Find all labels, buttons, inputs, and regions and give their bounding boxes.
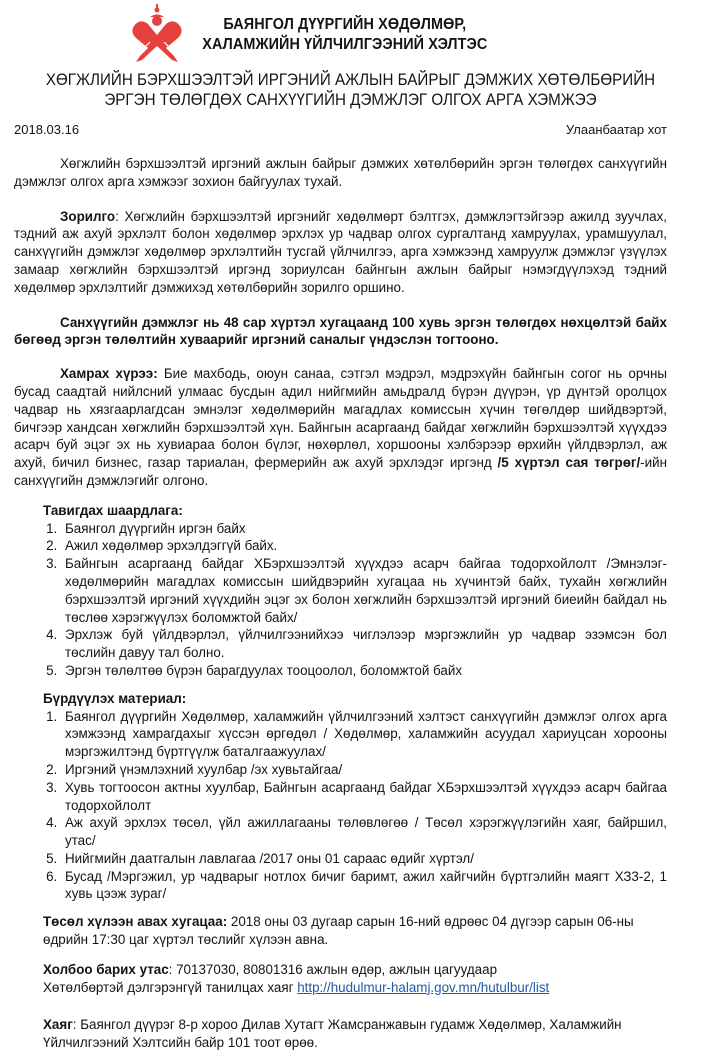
organization-name-line1: БАЯНГОЛ ДҮҮРГИЙН ХӨДӨЛМӨР, — [223, 16, 467, 33]
funding-statement: Санхүүгийн дэмжлэг нь 48 сар хүртэл хугацаанд 100 хувь эргэн төлөгдөх нөхцөлтэй байх бөгөөд эргэн төлөлтийн хуваарийг иргэний саналыг үндэслэн тогтооно. — [14, 314, 667, 348]
list-item: 1. Баянгол дүүргийн иргэн байх — [61, 520, 667, 538]
phone-paragraph — [43, 961, 667, 979]
intro-paragraph: Хөгжлийн бэрхшээлтэй иргэний ажлын байрыг дэмжих хөтөлбөрийн эргэн төлөгдөх санхүүгийн дэмжлэг олгох арга хэмжээг зохион байгуулах тухай. — [14, 156, 667, 189]
list-item: 4. Аж ахуй эрхлэх төсөл, үйл ажиллагааны төлөвлөгөө / Төсөл хэрэгжүүлэгийн хаяг, байршил, утас/ — [61, 814, 667, 850]
document-title-line2: ЭРГЭН ТӨЛӨГДӨХ САНХҮҮГИЙН ДЭМЖЛЭГ ОЛГОХ АРГА ХЭМЖЭЭ — [104, 91, 597, 109]
phone-label: Холбоо барих утас — [43, 961, 169, 977]
ministry-logo-icon — [126, 4, 188, 66]
details-paragraph — [43, 979, 667, 997]
requirements-list — [43, 520, 667, 680]
requirements-heading: Тавигдах шаардлага: — [43, 502, 183, 518]
goal-label: Зорилго — [60, 208, 116, 224]
document-title — [28, 70, 673, 110]
list-item: 4. Эрхлэж буй үйлдвэрлэл, үйлчилгээнийхээ чиглэлээр мэргэжлийн ур чадвар эзэмсэн бол төслийн давуу тал болно. — [61, 626, 667, 662]
contact-info — [14, 913, 667, 1052]
requirements-section — [14, 502, 667, 680]
program-link[interactable]: http://hudulmur-halamj.gov.mn/hutulbur/list — [297, 979, 550, 995]
document-title-line1: ХӨГЖЛИЙН БЭРХШЭЭЛТЭЙ ИРГЭНИЙ АЖЛЫН БАЙРЫГ ДЭМЖИХ ХӨТӨЛБӨРИЙН — [45, 71, 656, 89]
phone-text: : 70137030, 80801316 ажлын өдөр, ажлын цагуудаар — [168, 961, 498, 977]
document-date: 2018.03.16 — [14, 122, 80, 137]
list-item: 5. Эргэн төлөлтөө бүрэн барагдуулах тооцоолол, боломжтой байх — [61, 662, 667, 680]
deadline-text: 2018 оны 03 дугаар сарын 16-ний өдрөөс 04 дүгээр сарын 06-ны өдрийн 17:30 цаг хүртэл төслийг хүлээн авна. — [43, 914, 634, 948]
list-item: 3. Байнгын асаргаанд байдаг ХБэрхшээлтэй хүүхдээ асарч байгаа тодорхойлолт /Эмнэлэг-хөдөлмөрийн магадлах комиссын шийдвэрийн хугацаа нь хүчинтэй байх, тухайн хөгжлийн бэрхшээлтэй иргэний хүүхдийн эцэг эх болон хөгжлийн бэрхшээлтэй иргэний биеийн байдал нь төслөө хэрэгжүүлэх боломжтой байх/ — [61, 555, 667, 626]
list-item: 2. Ажил хөдөлмөр эрхэлдэггүй байх. — [61, 537, 667, 555]
address-label: Хаяг — [43, 1017, 73, 1033]
list-item: 2. Иргэний үнэмлэхний хуулбар /эх хувьтайгаа/ — [61, 761, 667, 779]
materials-list — [43, 708, 667, 904]
materials-heading: Бүрдүүлэх материал: — [43, 690, 187, 706]
organization-name-line2: ХАЛАМЖИЙН ҮЙЛЧИЛГЭЭНИЙ ХЭЛТЭС — [202, 36, 488, 53]
scope-amount: /5 хүртэл сая төгрөг/ — [497, 455, 641, 471]
goal-paragraph — [14, 208, 667, 297]
goal-text: : Хөгжлийн бэрхшээлтэй иргэнийг хөдөлмөрт бэлтгэх, дэмжлэгтэйгээр ажилд зуучлах, тэдний аж ахуй эрхлэлт болон хөдөлмөр эрхлэх ур чадвар олгох сургалтанд хамруулах, урамшуулал, санхүүгийн дэмжлэг хөдөлмөр эрхлэлтийн тусгай үйлчилгээ, арга хэмжээнд хамруулж дэмжлэг үзүүлэх замаар хөгжлийн бэрхшээлтэй иргэнд зориулсан байнгын ажлын байрыг нэмэгдүүлэхэд тэдний хөдөлмөр эрхлэлтийг дэмжихэд хөтөлбөрийн зорилго оршино. — [14, 208, 667, 295]
deadline-label: Төсөл хүлээн авах хугацаа: — [43, 914, 228, 930]
scope-tail: -ийн санхүүгийн дэмжлэгийг олгоно. — [14, 455, 667, 488]
list-item: 6. Бусад /Мэргэжил, ур чадварыг нотлох бичиг баримт, ажил хайгчийн бүртгэлийн маягт ХЗ3-2, 1 хувь цээж зураг/ — [61, 868, 667, 904]
scope-label: Хамрах хүрээ: — [60, 366, 158, 382]
list-item: 1. Баянгол дүүргийн Хөдөлмөр, халамжийн үйлчилгээний хэлтэст санхүүгийн дэмжлэг олгох арга хэмжээнд хамрагдахыг хүссэн өргөдөл / Хөдөлмөр, халамжийн асуудал хариуцсан хорооны мэргэжилтэнд бүртгүүлж баталгаажуулах/ — [61, 708, 667, 761]
list-item: 3. Хувь тогтоосон актны хуулбар, Байнгын асаргаанд байдаг ХБэрхшээлтэй хүүхдээ асарч байгаа тодорхойлолт — [61, 779, 667, 815]
address-paragraph — [43, 1016, 667, 1052]
list-item: 5. Нийгмийн даатгалын лавлагаа /2017 оны 01 сараас өдийг хүртэл/ — [61, 850, 667, 868]
document-place: Улаанбаатар хот — [565, 122, 667, 137]
details-text: Хөтөлбөртэй дэлгэрэнгүй танилцах хаяг — [43, 979, 298, 995]
deadline-paragraph — [43, 913, 667, 949]
materials-section — [14, 690, 667, 904]
document-header — [0, 0, 701, 109]
scope-paragraph — [14, 365, 667, 490]
organization-name — [196, 15, 494, 55]
document-body — [14, 155, 667, 1052]
address-text: : Баянгол дүүрэг 8-р хороо Дилав Хутагт Жамсранжавын гудамж Хөдөлмөр, Халамжийн Үйлчилгээний Хэлтсийн байр 101 тоот өрөө. — [43, 1017, 622, 1051]
scope-text: Бие махбодь, оюун санаа, сэтгэл мэдрэл, мэдрэхүйн байнгын согог нь орчны бусад саадтай нийлсний улмаас бусдын адил нийгмийн амьдралд бүрэн дүүрэн, үр дүнтэй оролцох чадвар нь хязгаарлагдсан эмнэлэг хөдөлмөрийн магадлах комиссын хүчин төгөлдөр шийдвэртэй, бичгээр хандсан хөгжлийн бэрхшээлтэй хүн. Байнгын асаргаанд байдаг хөгжлийн бэрхшээлтэй хүүхдээ асарч буй эцэг эх нь хувиараа болон бүлэг, нөхөрлөл, хоршооны хэлбэрээр өрхийн үйлдвэрлэл, аж ахуй, бичил бизнес, газар тариалан, фермерийн аж ахуй эрхлэдэг иргэнд — [14, 366, 667, 471]
